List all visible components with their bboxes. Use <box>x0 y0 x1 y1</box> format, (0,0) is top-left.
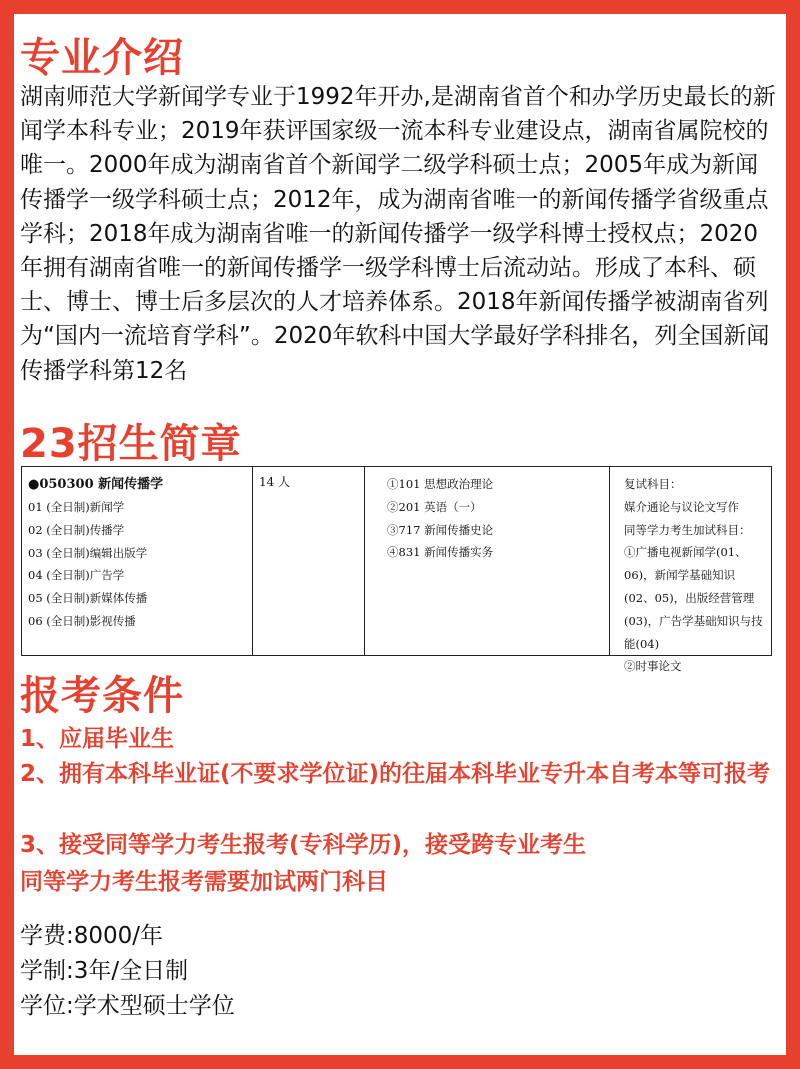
requirement-item: 同等学力考生报考需要加试两门科目 <box>20 869 388 895</box>
requirement-item: 2、拥有本科毕业证(不要求学位证)的往届本科毕业专升本自考本等可报考 <box>20 761 771 787</box>
section-title-intro: 专业介绍 <box>20 35 184 81</box>
degree-info: 学位:学术型硕士学位 <box>20 993 235 1019</box>
table-col-major <box>22 467 253 655</box>
duration-info: 学制:3年/全日制 <box>20 958 189 984</box>
table-col-quota <box>253 467 365 655</box>
retest-line: ②时事论文 <box>624 659 682 674</box>
table-col-retest <box>610 467 771 674</box>
tuition-info: 学费:8000/年 <box>20 923 164 949</box>
exam-subject: ②201 英语（一） <box>387 499 482 514</box>
direction-item: 03 (全日制)编辑出版学 <box>28 545 148 560</box>
section-title-requirements: 报考条件 <box>20 673 184 719</box>
retest-line: 同等学力考生加试科目： <box>624 522 751 537</box>
retest-line: 媒介通论与议论文写作 <box>624 499 739 514</box>
retest-line: ①广播电视新闻学(01、06)，新闻学基础知识(02、05)，出版经营管理(03)，广告学基础知识与技能(04) <box>624 545 763 651</box>
enrollment-table <box>21 466 772 674</box>
direction-item: 05 (全日制)新媒体传播 <box>28 591 148 606</box>
direction-item: 06 (全日制)影视传播 <box>28 613 136 628</box>
major-name: ●050300 新闻传播学 <box>28 477 164 492</box>
exam-subject: ④831 新闻传播实务 <box>387 545 494 560</box>
exam-subject: ③717 新闻传播史论 <box>387 522 494 537</box>
exam-subject: ①101 思想政治理论 <box>387 477 494 491</box>
direction-item: 01 (全日制)新闻学 <box>28 500 125 514</box>
requirement-item: 1、应届毕业生 <box>20 726 175 752</box>
quota-value: 14 人 <box>259 475 291 489</box>
retest-line: 复试科目： <box>624 477 682 491</box>
intro-paragraph: 湖南师范大学新闻学专业于1992年开办,是湖南省首个和办学历史最长的新闻学本科专业；2019年获评国家级一流本科专业建设点，湖南省属院校的唯一。2000年成为湖南省首个新闻学二级学科硕士点；2005年成为新闻传播学一级学科硕士点；2012年，成为湖南省唯一的新闻传播学省级重点学科；2018年成为湖南省唯一的新闻传播学一级学科博士授权点；2020年拥有湖南省唯一的新闻传播学一级学科博士后流动站。形成了本科、硕士、博士、博士后多层次的人才培养体系。2018年新闻传播学被湖南省列为“国内一流培育学科”。2020年软科中国大学最好学科排名，列全国新闻传播学科第12名 <box>20 84 776 384</box>
section-title-enrollment: 23招生简章 <box>20 421 242 467</box>
requirement-item: 3、接受同等学力考生报考(专科学历)，接受跨专业考生 <box>20 832 587 858</box>
direction-item: 02 (全日制)传播学 <box>28 522 125 537</box>
table-col-exams <box>365 467 610 655</box>
direction-item: 04 (全日制)广告学 <box>28 568 125 583</box>
